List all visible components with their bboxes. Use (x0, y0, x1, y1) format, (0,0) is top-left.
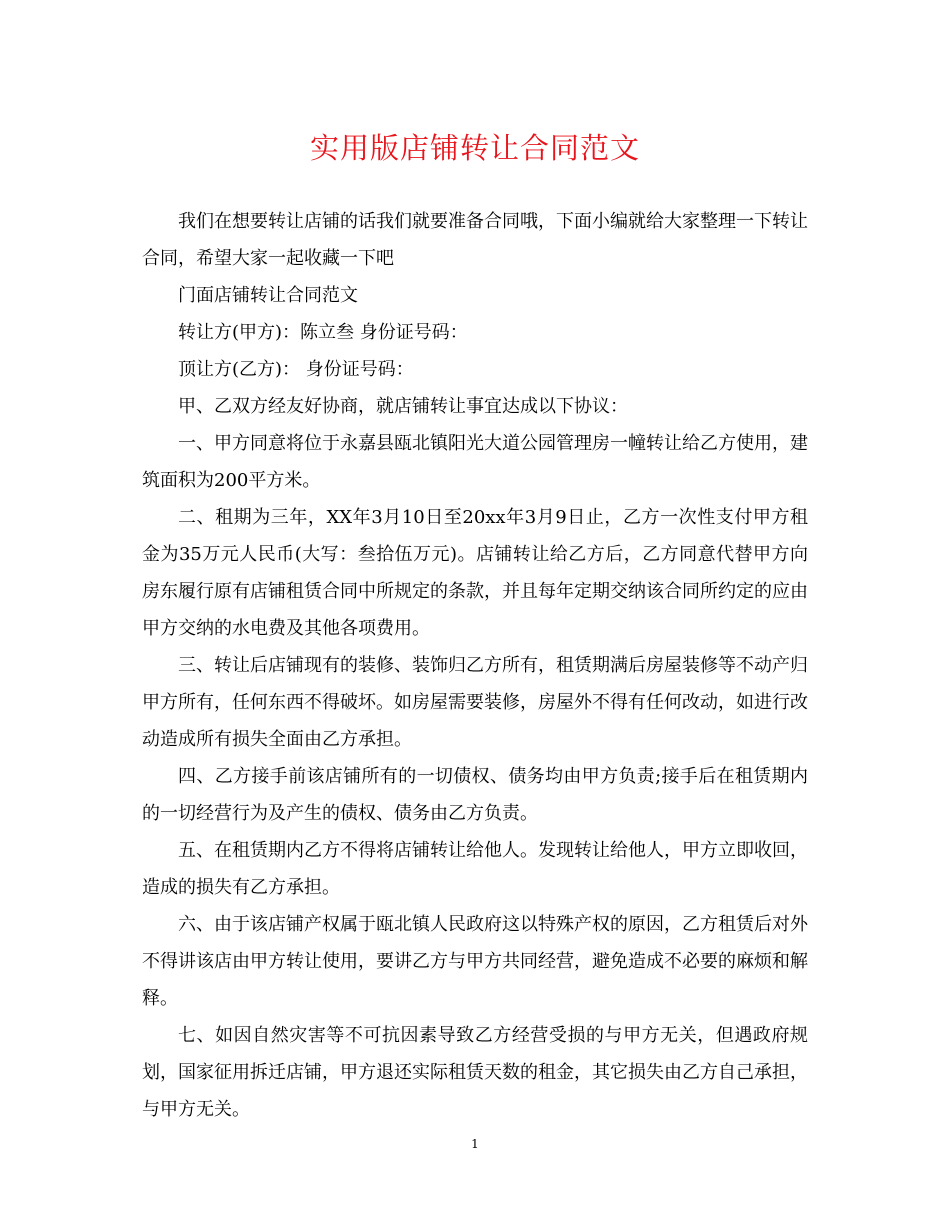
clause-5: 五、在租赁期内乙方不得将店铺转让给他人。发现转让给他人，甲方立即收回，造成的损失有乙方承担。 (142, 840, 808, 898)
party-b-line: 顶让方(乙方)： 身份证号码： (178, 359, 414, 380)
contract-heading: 门面店铺转让合同范文 (178, 285, 358, 306)
page-number: 1 (471, 1137, 479, 1151)
clause-2: 二、租期为三年，XX年3月10日至20xx年3月9日止，乙方一次性支付甲方租金为35万元人民币(大写：叁拾伍万元)。店铺转让给乙方后，乙方同意代替甲方向房东履行原有店铺租赁合同中所规定的条款，并且每年定期交纳该合同所约定的应由甲方交纳的水电费及其他各项费用。 (142, 507, 808, 639)
intro-paragraph: 我们在想要转让店铺的话我们就要准备合同哦，下面小编就给大家整理一下转让合同，希望大家一起收藏一下吧 (142, 211, 808, 269)
party-a-line: 转让方(甲方)：陈立叁 身份证号码： (178, 322, 468, 343)
document-body (142, 203, 808, 1128)
agreement-preamble: 甲、乙双方经友好协商，就店铺转让事宜达成以下协议： (178, 396, 628, 417)
clause-4: 四、乙方接手前该店铺所有的一切债权、债务均由甲方负责;接手后在租赁期内的一切经营行为及产生的债权、债务由乙方负责。 (142, 766, 808, 824)
clause-3: 三、转让后店铺现有的装修、装饰归乙方所有，租赁期满后房屋装修等不动产归甲方所有，任何东西不得破坏。如房屋需要装修，房屋外不得有任何改动，如进行改动造成所有损失全面由乙方承担。 (142, 655, 808, 750)
clause-7: 七、如因自然灾害等不可抗因素导致乙方经营受损的与甲方无关，但遇政府规划，国家征用拆迁店铺，甲方退还实际租赁天数的租金，其它损失由乙方自己承担，与甲方无关。 (142, 1025, 808, 1120)
document-title: 实用版店铺转让合同范文 (309, 131, 640, 165)
clause-6: 六、由于该店铺产权属于瓯北镇人民政府这以特殊产权的原因，乙方租赁后对外不得讲该店由甲方转让使用，要讲乙方与甲方共同经营，避免造成不必要的麻烦和解释。 (142, 914, 808, 1009)
clause-1: 一、甲方同意将位于永嘉县瓯北镇阳光大道公园管理房一幢转让给乙方使用，建筑面积为200平方米。 (142, 433, 808, 491)
